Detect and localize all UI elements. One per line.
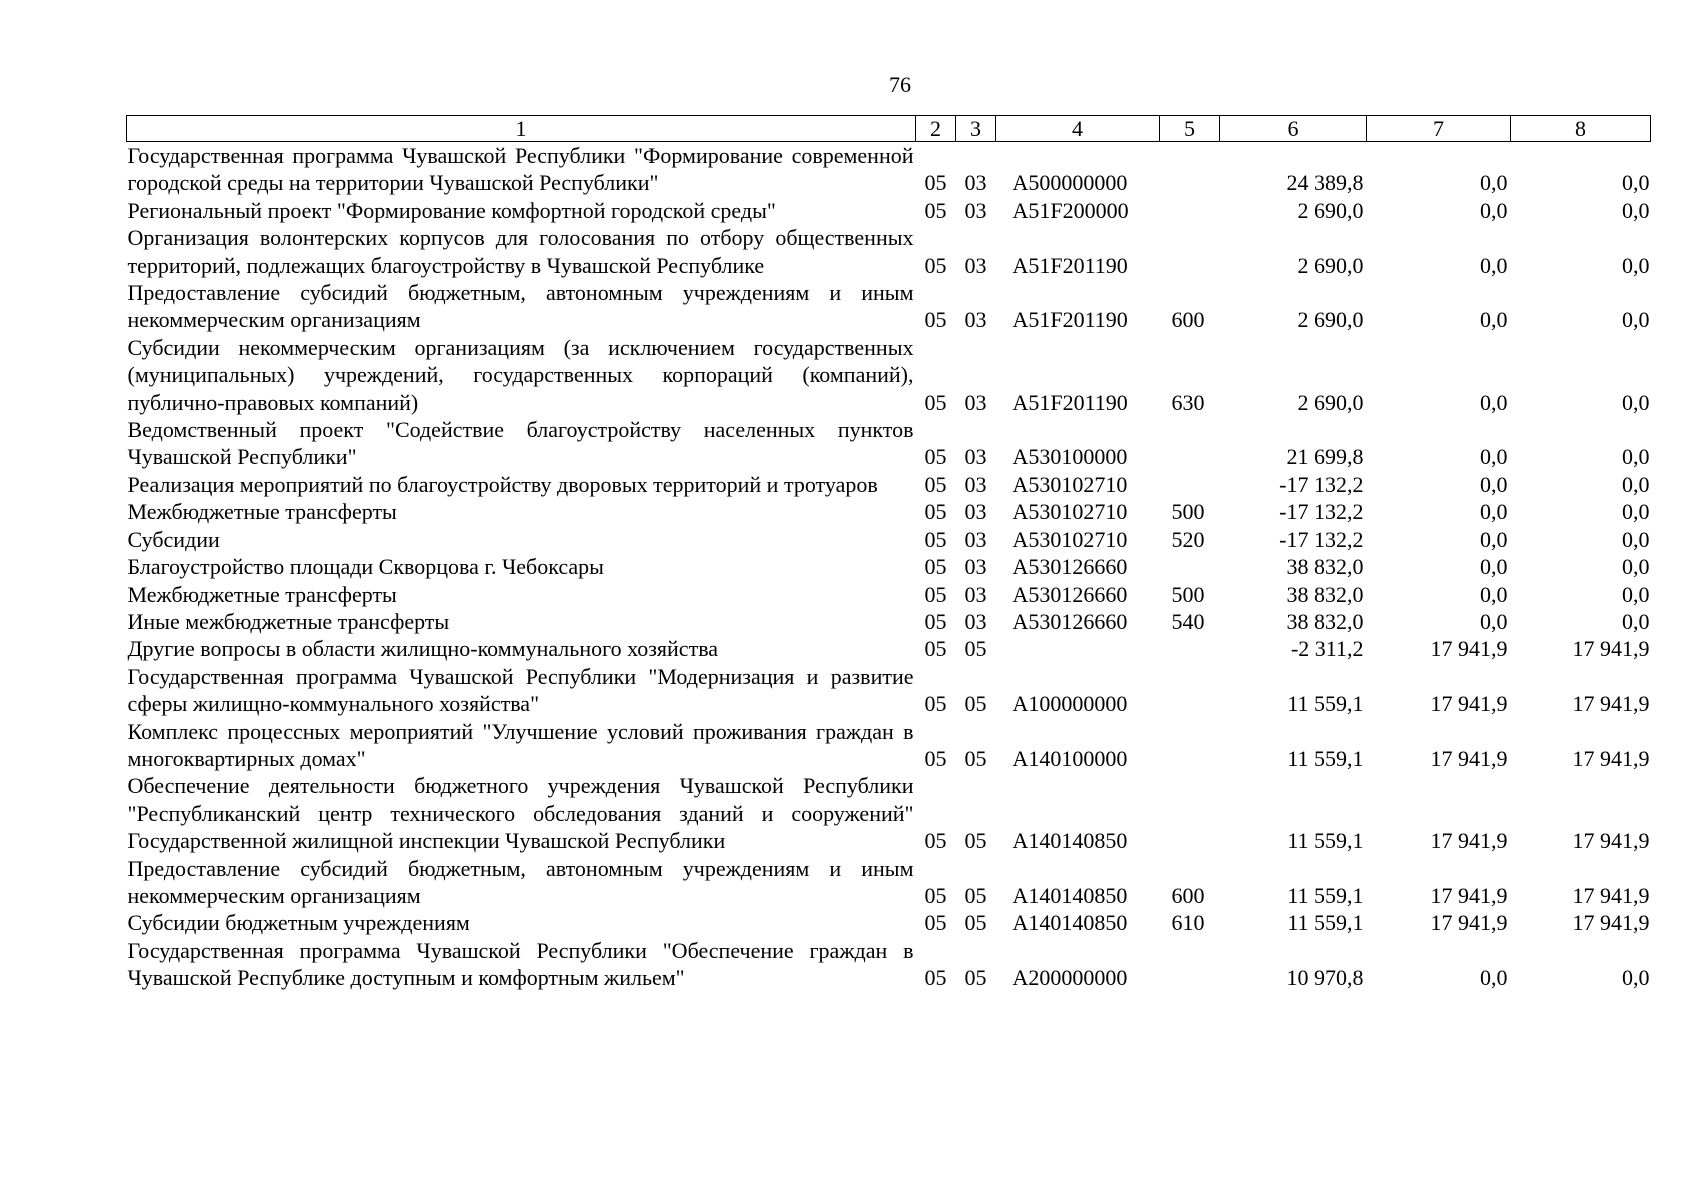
amount-col-7: 17 941,9 [1430, 745, 1508, 771]
table-body [127, 142, 1651, 992]
section-code: 05 [924, 471, 947, 497]
target-article-code: А51F201190 [1012, 307, 1128, 333]
amount-col-6: -17 132,2 [1279, 526, 1364, 552]
expense-type-code [1160, 553, 1220, 580]
subsection-code: 05 [964, 882, 987, 908]
amount-col-6: 38 832,0 [1286, 554, 1364, 580]
amount-col-6: 38 832,0 [1286, 581, 1364, 607]
amount-col-8: 0,0 [1622, 471, 1650, 497]
expense-type-code: 500 [1171, 581, 1205, 607]
target-article-code: А530100000 [1012, 444, 1128, 470]
table-row [127, 608, 1651, 635]
item-name: Субсидии [127, 526, 220, 552]
amount-col-7: 0,0 [1480, 526, 1508, 552]
amount-col-7: 0,0 [1480, 581, 1508, 607]
target-article-code: А140140850 [1012, 828, 1128, 854]
amount-col-7: 0,0 [1480, 608, 1508, 634]
target-article-code: А51F200000 [1012, 197, 1129, 223]
item-name: Государственная программа Чувашской Республики "Формирование современной городской среды на территории Чувашской Республики" [127, 143, 914, 196]
amount-col-7: 17 941,9 [1430, 828, 1508, 854]
item-name: Региональный проект "Формирование комфортной городской среды" [127, 197, 776, 223]
table-row [127, 334, 1651, 416]
table-row [127, 498, 1651, 525]
target-article-code: А530126660 [1012, 581, 1128, 607]
subsection-code: 05 [964, 636, 987, 662]
amount-col-7: 0,0 [1480, 389, 1508, 415]
item-name: Межбюджетные трансферты [127, 499, 397, 525]
table-row [127, 197, 1651, 224]
target-article-code: А140140850 [1012, 910, 1128, 936]
expense-type-code: 630 [1171, 389, 1205, 415]
amount-col-8: 0,0 [1622, 581, 1650, 607]
amount-col-7: 0,0 [1480, 197, 1508, 223]
expense-type-code [1160, 471, 1220, 498]
amount-col-6: 11 559,1 [1287, 910, 1364, 936]
item-name: Другие вопросы в области жилищно-коммунального хозяйства [127, 636, 719, 662]
table-row [127, 855, 1651, 910]
section-code: 05 [924, 197, 947, 223]
subsection-code: 05 [964, 965, 987, 991]
amount-col-8: 0,0 [1622, 499, 1650, 525]
subsection-code: 03 [964, 471, 987, 497]
amount-col-6: 2 690,0 [1297, 307, 1364, 333]
section-code: 05 [924, 691, 947, 717]
amount-col-6: 11 559,1 [1287, 745, 1364, 771]
column-header: 1 [127, 116, 916, 142]
section-code: 05 [924, 828, 947, 854]
amount-col-6: 10 970,8 [1286, 965, 1364, 991]
section-code: 05 [924, 307, 947, 333]
amount-col-6: -17 132,2 [1279, 499, 1364, 525]
section-code: 05 [924, 526, 947, 552]
table-row [127, 526, 1651, 553]
amount-col-8: 0,0 [1622, 389, 1650, 415]
expense-type-code [1160, 772, 1220, 854]
table-row [127, 772, 1651, 854]
table-row [127, 224, 1651, 279]
expense-type-code [1160, 663, 1220, 718]
item-name: Субсидии бюджетным учреждениям [127, 910, 470, 936]
amount-col-8: 0,0 [1622, 965, 1650, 991]
subsection-code: 03 [964, 526, 987, 552]
amount-col-7: 17 941,9 [1430, 691, 1508, 717]
target-article-code: А100000000 [1012, 691, 1128, 717]
item-name: Субсидии некоммерческим организациям (за исключением государственных (муниципальных) учреждений, государственных корпораций (компаний), публично-правовых компаний) [127, 334, 914, 415]
item-name: Обеспечение деятельности бюджетного учреждения Чувашской Республики "Республиканский центр технического обследования зданий и сооружений" Государственной жилищной инспекции Чувашской Республики [127, 773, 914, 854]
subsection-code: 05 [964, 828, 987, 854]
amount-col-8: 0,0 [1622, 197, 1650, 223]
expense-type-code: 520 [1171, 526, 1205, 552]
column-header: 2 [916, 116, 956, 142]
column-header: 8 [1511, 116, 1651, 142]
expense-type-code [1160, 197, 1220, 224]
table-row [127, 635, 1651, 662]
amount-col-7: 0,0 [1480, 252, 1508, 278]
table-row [127, 553, 1651, 580]
column-header: 5 [1160, 116, 1220, 142]
amount-col-6: 38 832,0 [1286, 608, 1364, 634]
table-row [127, 718, 1651, 773]
target-article-code: А140100000 [1012, 745, 1128, 771]
column-header: 7 [1367, 116, 1511, 142]
amount-col-8: 0,0 [1622, 252, 1650, 278]
amount-col-8: 17 941,9 [1572, 828, 1650, 854]
table-row [127, 279, 1651, 334]
expense-type-code [1160, 416, 1220, 471]
expense-type-code [1160, 224, 1220, 279]
amount-col-8: 0,0 [1622, 608, 1650, 634]
subsection-code: 03 [964, 197, 987, 223]
budget-table [126, 115, 1651, 992]
subsection-code: 05 [964, 691, 987, 717]
section-code: 05 [924, 745, 947, 771]
item-name: Комплекс процессных мероприятий "Улучшение условий проживания граждан в многоквартирных домах" [127, 718, 914, 771]
expense-type-code: 540 [1171, 608, 1205, 634]
target-article-code: А530126660 [1012, 554, 1128, 580]
section-code: 05 [924, 170, 947, 196]
expense-type-code [1160, 635, 1220, 662]
amount-col-8: 0,0 [1622, 526, 1650, 552]
page-number: 76 [889, 72, 911, 97]
amount-col-7: 0,0 [1480, 554, 1508, 580]
amount-col-7: 0,0 [1480, 499, 1508, 525]
item-name: Благоустройство площади Скворцова г. Чебоксары [127, 554, 604, 580]
section-code: 05 [924, 554, 947, 580]
amount-col-6: -2 311,2 [1290, 636, 1364, 662]
subsection-code: 03 [964, 499, 987, 525]
expense-type-code: 600 [1171, 307, 1205, 333]
amount-col-8: 17 941,9 [1572, 910, 1650, 936]
section-code: 05 [924, 499, 947, 525]
amount-col-8: 17 941,9 [1572, 636, 1650, 662]
expense-type-code [1160, 718, 1220, 773]
amount-col-6: 2 690,0 [1297, 252, 1364, 278]
amount-col-8: 17 941,9 [1572, 691, 1650, 717]
target-article-code: А530102710 [1012, 471, 1128, 497]
subsection-code: 03 [964, 252, 987, 278]
section-code: 05 [924, 389, 947, 415]
subsection-code: 03 [964, 444, 987, 470]
section-code: 05 [924, 636, 947, 662]
header-row [127, 116, 1651, 142]
amount-col-6: 2 690,0 [1297, 197, 1364, 223]
target-article-code: А530126660 [1012, 608, 1128, 634]
amount-col-7: 0,0 [1480, 444, 1508, 470]
amount-col-7: 0,0 [1480, 471, 1508, 497]
expense-type-code: 610 [1171, 910, 1205, 936]
amount-col-8: 0,0 [1622, 307, 1650, 333]
target-article-code: А140140850 [1012, 882, 1128, 908]
section-code: 05 [924, 910, 947, 936]
amount-col-7: 0,0 [1480, 170, 1508, 196]
target-article-code: А200000000 [1012, 965, 1128, 991]
table-row [127, 663, 1651, 718]
section-code: 05 [924, 608, 947, 634]
amount-col-7: 0,0 [1480, 307, 1508, 333]
amount-col-8: 17 941,9 [1572, 745, 1650, 771]
amount-col-6: 11 559,1 [1287, 828, 1364, 854]
table-row [127, 937, 1651, 992]
amount-col-8: 17 941,9 [1572, 882, 1650, 908]
column-header: 3 [956, 116, 996, 142]
expense-type-code: 500 [1171, 499, 1205, 525]
section-code: 05 [924, 965, 947, 991]
subsection-code: 03 [964, 554, 987, 580]
subsection-code: 03 [964, 389, 987, 415]
column-header: 4 [996, 116, 1160, 142]
subsection-code: 05 [964, 745, 987, 771]
subsection-code: 03 [964, 170, 987, 196]
section-code: 05 [924, 581, 947, 607]
column-header: 6 [1220, 116, 1367, 142]
amount-col-6: 11 559,1 [1287, 882, 1364, 908]
target-article-code: А530102710 [1012, 526, 1128, 552]
amount-col-8: 0,0 [1622, 444, 1650, 470]
target-article-code: А500000000 [1012, 170, 1128, 196]
table-row [127, 471, 1651, 498]
item-name: Межбюджетные трансферты [127, 581, 397, 607]
section-code: 05 [924, 444, 947, 470]
table-row [127, 909, 1651, 936]
amount-col-8: 0,0 [1622, 554, 1650, 580]
amount-col-7: 17 941,9 [1430, 636, 1508, 662]
table-row [127, 416, 1651, 471]
subsection-code: 03 [964, 307, 987, 333]
subsection-code: 03 [964, 608, 987, 634]
target-article-code: А530102710 [1012, 499, 1128, 525]
expense-type-code [1160, 142, 1220, 197]
table-row [127, 581, 1651, 608]
item-name: Государственная программа Чувашской Республики "Модернизация и развитие сферы жилищно-коммунального хозяйства" [127, 663, 914, 717]
amount-col-6: 2 690,0 [1297, 389, 1364, 415]
table-row [127, 142, 1651, 197]
item-name: Реализация мероприятий по благоустройству дворовых территорий и тротуаров [127, 471, 878, 497]
target-article-code: А51F201190 [1012, 252, 1128, 278]
amount-col-7: 17 941,9 [1430, 910, 1508, 936]
item-name: Организация волонтерских корпусов для голосования по отбору общественных территорий, подлежащих благоустройству в Чувашской Республике [127, 225, 914, 278]
item-name: Предоставление субсидий бюджетным, автономным учреждениям и иным некоммерческим организациям [127, 855, 914, 908]
section-code: 05 [924, 252, 947, 278]
item-name: Предоставление субсидий бюджетным, автономным учреждениям и иным некоммерческим организациям [127, 280, 914, 333]
amount-col-7: 17 941,9 [1430, 882, 1508, 908]
amount-col-6: -17 132,2 [1279, 471, 1364, 497]
target-article-code: А51F201190 [1012, 389, 1128, 415]
amount-col-6: 24 389,8 [1286, 170, 1364, 196]
subsection-code: 03 [964, 581, 987, 607]
item-name: Ведомственный проект "Содействие благоустройству населенных пунктов Чувашской Республики" [127, 417, 914, 470]
amount-col-6: 11 559,1 [1287, 691, 1364, 717]
amount-col-7: 0,0 [1480, 965, 1508, 991]
item-name: Государственная программа Чувашской Республики "Обеспечение граждан в Чувашской Республике доступным и комфортным жильем" [127, 937, 914, 991]
subsection-code: 05 [964, 910, 987, 936]
target-article-code [996, 635, 1160, 662]
section-code: 05 [924, 882, 947, 908]
amount-col-6: 21 699,8 [1286, 444, 1364, 470]
amount-col-8: 0,0 [1622, 170, 1650, 196]
item-name: Иные межбюджетные трансферты [127, 608, 450, 634]
expense-type-code: 600 [1171, 882, 1205, 908]
expense-type-code [1160, 937, 1220, 992]
